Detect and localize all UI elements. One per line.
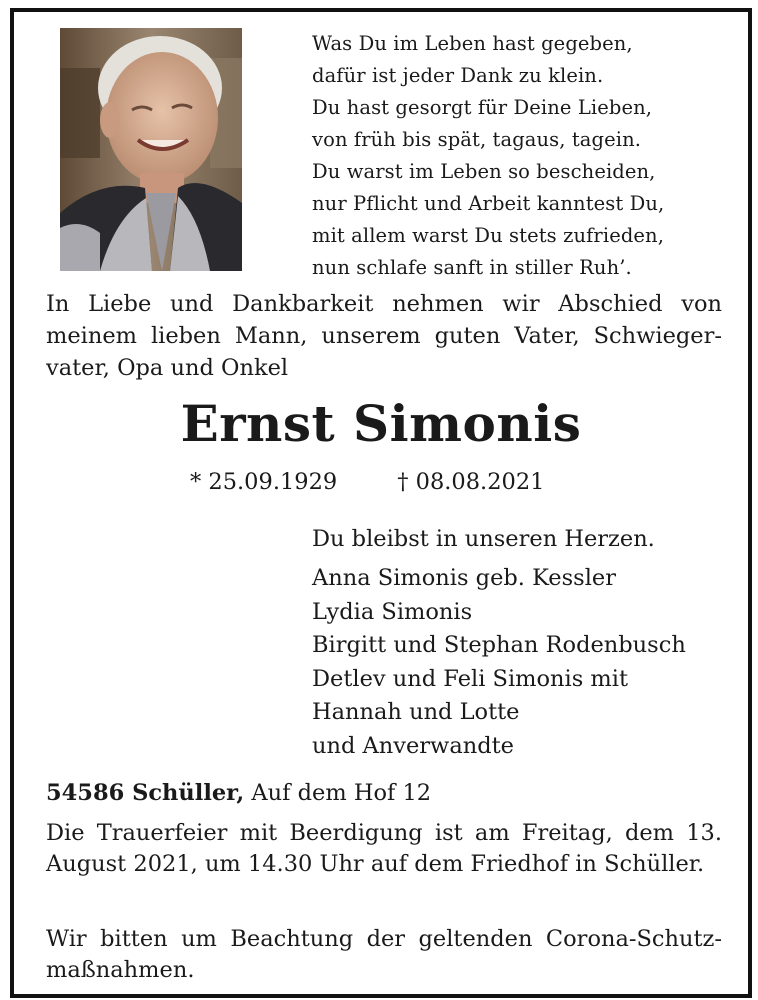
life-dates [190, 467, 544, 497]
deceased-name: Ernst Simonis [180, 394, 582, 453]
poem-line: dafür ist jeder Dank zu klein. [312, 64, 604, 87]
address-street: Auf dem Hof 12 [251, 780, 432, 806]
poem-line: Du warst im Leben so bescheiden, [312, 160, 656, 183]
poem-line: Du hast gesorgt für Deine Lieben, [312, 96, 653, 119]
mourners-list [312, 522, 686, 763]
mourner-name: Birgitt und Stephan Rodenbusch [312, 632, 686, 658]
memorial-motto: Du bleibst in unseren Herzen. [312, 526, 655, 552]
family-address [46, 777, 431, 809]
address-place: 54586 Schüller, [46, 780, 245, 806]
death-date: † 08.08.2021 [397, 469, 545, 495]
birth-date: * 25.09.1929 [190, 469, 338, 495]
poem-line: nur Pflicht und Arbeit kanntest Du, [312, 192, 665, 215]
poem-line: Was Du im Leben hast gegeben, [312, 32, 633, 55]
funeral-notice: Die Trauerfeier mit Beerdigung ist am Freitag, dem 13. August 2021, um 14.30 Uhr auf dem Friedhof in Schüller. [46, 820, 722, 877]
poem [312, 28, 664, 284]
mourner-name: und Anverwandte [312, 732, 514, 759]
poem-line: nun schlafe sanft in stiller Ruh’. [312, 256, 632, 279]
portrait-photo [60, 28, 242, 271]
poem-line: mit allem warst Du stets zufrieden, [312, 224, 665, 247]
farewell-intro: In Liebe und Dankbarkeit nehmen wir Abschied von meinem lieben Mann, unserem guten Vater, Schwiegervater, Opa und Onkel [46, 291, 722, 381]
mourner-name: Anna Simonis geb. Kessler [312, 565, 616, 591]
obituary-frame [10, 8, 752, 998]
mourner-name: Hannah und Lotte [312, 699, 520, 725]
poem-line: von früh bis spät, tagaus, tagein. [312, 128, 642, 151]
mourner-name: Lydia Simonis [312, 598, 473, 625]
corona-notice: Wir bitten um Beachtung der geltenden Corona-Schutzmaßnahmen. [46, 926, 722, 983]
mourner-name: Detlev und Feli Simonis mit [312, 665, 628, 692]
